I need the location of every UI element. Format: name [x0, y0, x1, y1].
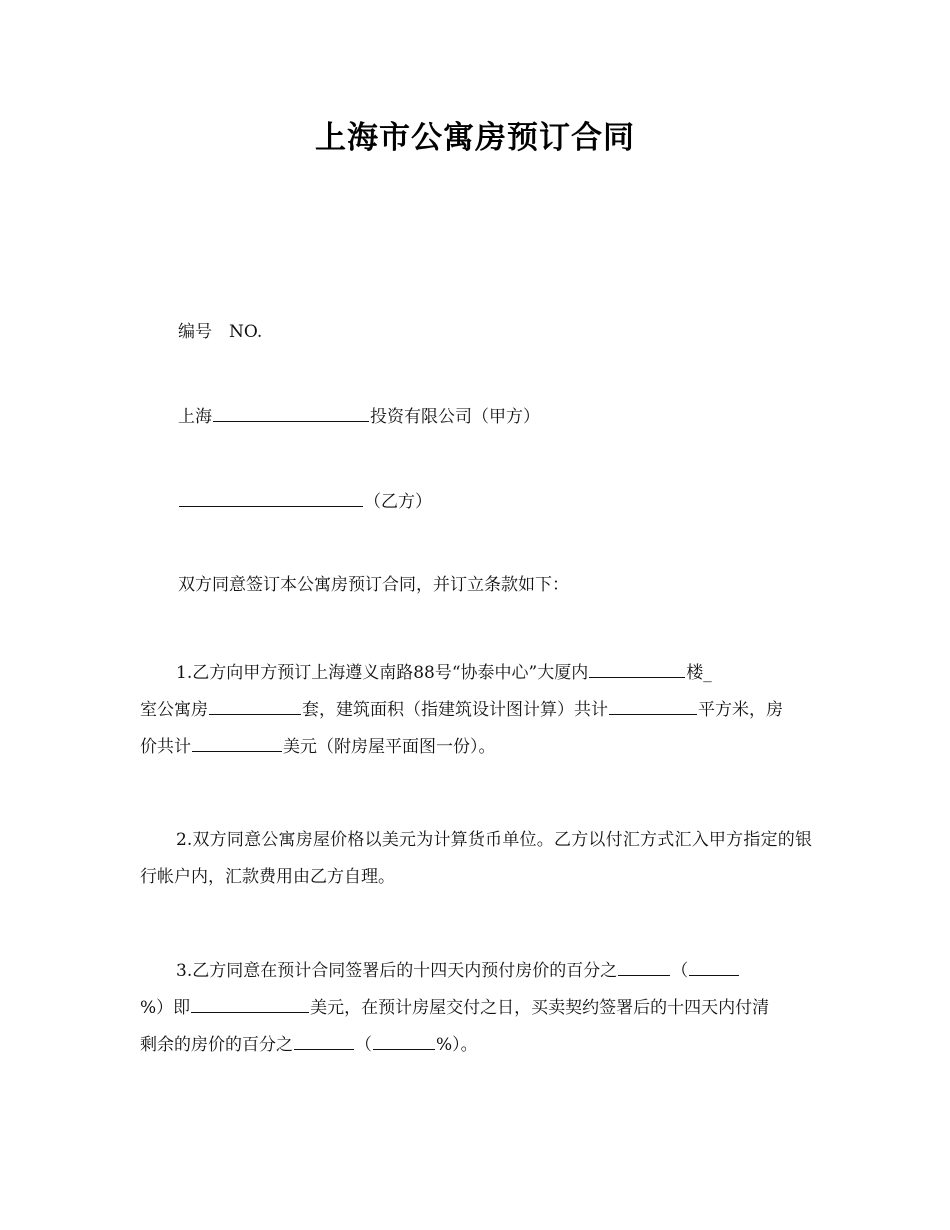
price-blank[interactable] [192, 733, 282, 752]
clause-1-text: 价共计 [140, 737, 191, 757]
intro-text: 双方同意签订本公寓房预订合同，并订立条款如下： [178, 575, 569, 595]
clause-3-text: %）即 [140, 998, 191, 1018]
remaining-percent-figure-blank[interactable] [373, 1031, 435, 1050]
prepay-percent-blank[interactable] [618, 957, 670, 976]
contract-number-label: 编号 NO. [178, 322, 263, 342]
document-title: 上海市公寓房预订合同 [315, 120, 635, 156]
party-a-name-blank[interactable] [213, 403, 369, 422]
intro-line [178, 573, 569, 597]
prepay-amount-blank[interactable] [191, 994, 309, 1013]
clause-3 [140, 953, 812, 1064]
party-a-line [178, 403, 540, 429]
area-blank[interactable] [609, 696, 697, 715]
clause-3-text: 剩余的房价的百分之 [140, 1035, 293, 1055]
clause-1-text: 美元（附房屋平面图一份）。 [283, 737, 496, 757]
remaining-percent-blank[interactable] [294, 1031, 354, 1050]
clause-3-text: （ [671, 961, 689, 981]
contract-number [178, 320, 262, 344]
floor-blank[interactable] [589, 659, 685, 678]
party-b-name-blank[interactable] [179, 488, 363, 507]
clause-3-text: （ [355, 1035, 372, 1055]
clause-1-text: 1.乙方向甲方预订上海遵义南路88号“协泰中心”大厦内 [176, 663, 589, 683]
clause-1-text: 室公寓房 [140, 700, 208, 720]
clause-2-text: 2.双方同意公寓房屋价格以美元为计算货币单位。乙方以付汇方式汇入甲方指定的银行帐户内，汇款费用由乙方自理。 [140, 830, 812, 887]
party-b-line [178, 488, 432, 514]
clause-1 [140, 655, 812, 766]
party-a-prefix: 上海 [178, 407, 212, 427]
party-b-suffix: （乙方） [364, 492, 432, 512]
clause-3-text: 3.乙方同意在预计合同签署后的十四天内预付房价的百分之 [176, 961, 618, 981]
clause-1-text: 楼_ [686, 663, 712, 683]
unit-count-blank[interactable] [209, 696, 301, 715]
clause-1-text: 套，建筑面积（指建筑设计图计算）共计 [302, 700, 608, 720]
prepay-percent-figure-blank[interactable] [689, 957, 739, 976]
clause-2 [140, 822, 812, 896]
clause-3-text: %）。 [436, 1035, 478, 1055]
clause-1-text: 平方米，房 [698, 700, 783, 720]
clause-3-text: 美元，在预计房屋交付之日，买卖契约签署后的十四天内付清 [310, 998, 770, 1018]
party-a-suffix: 投资有限公司（甲方） [370, 407, 540, 427]
